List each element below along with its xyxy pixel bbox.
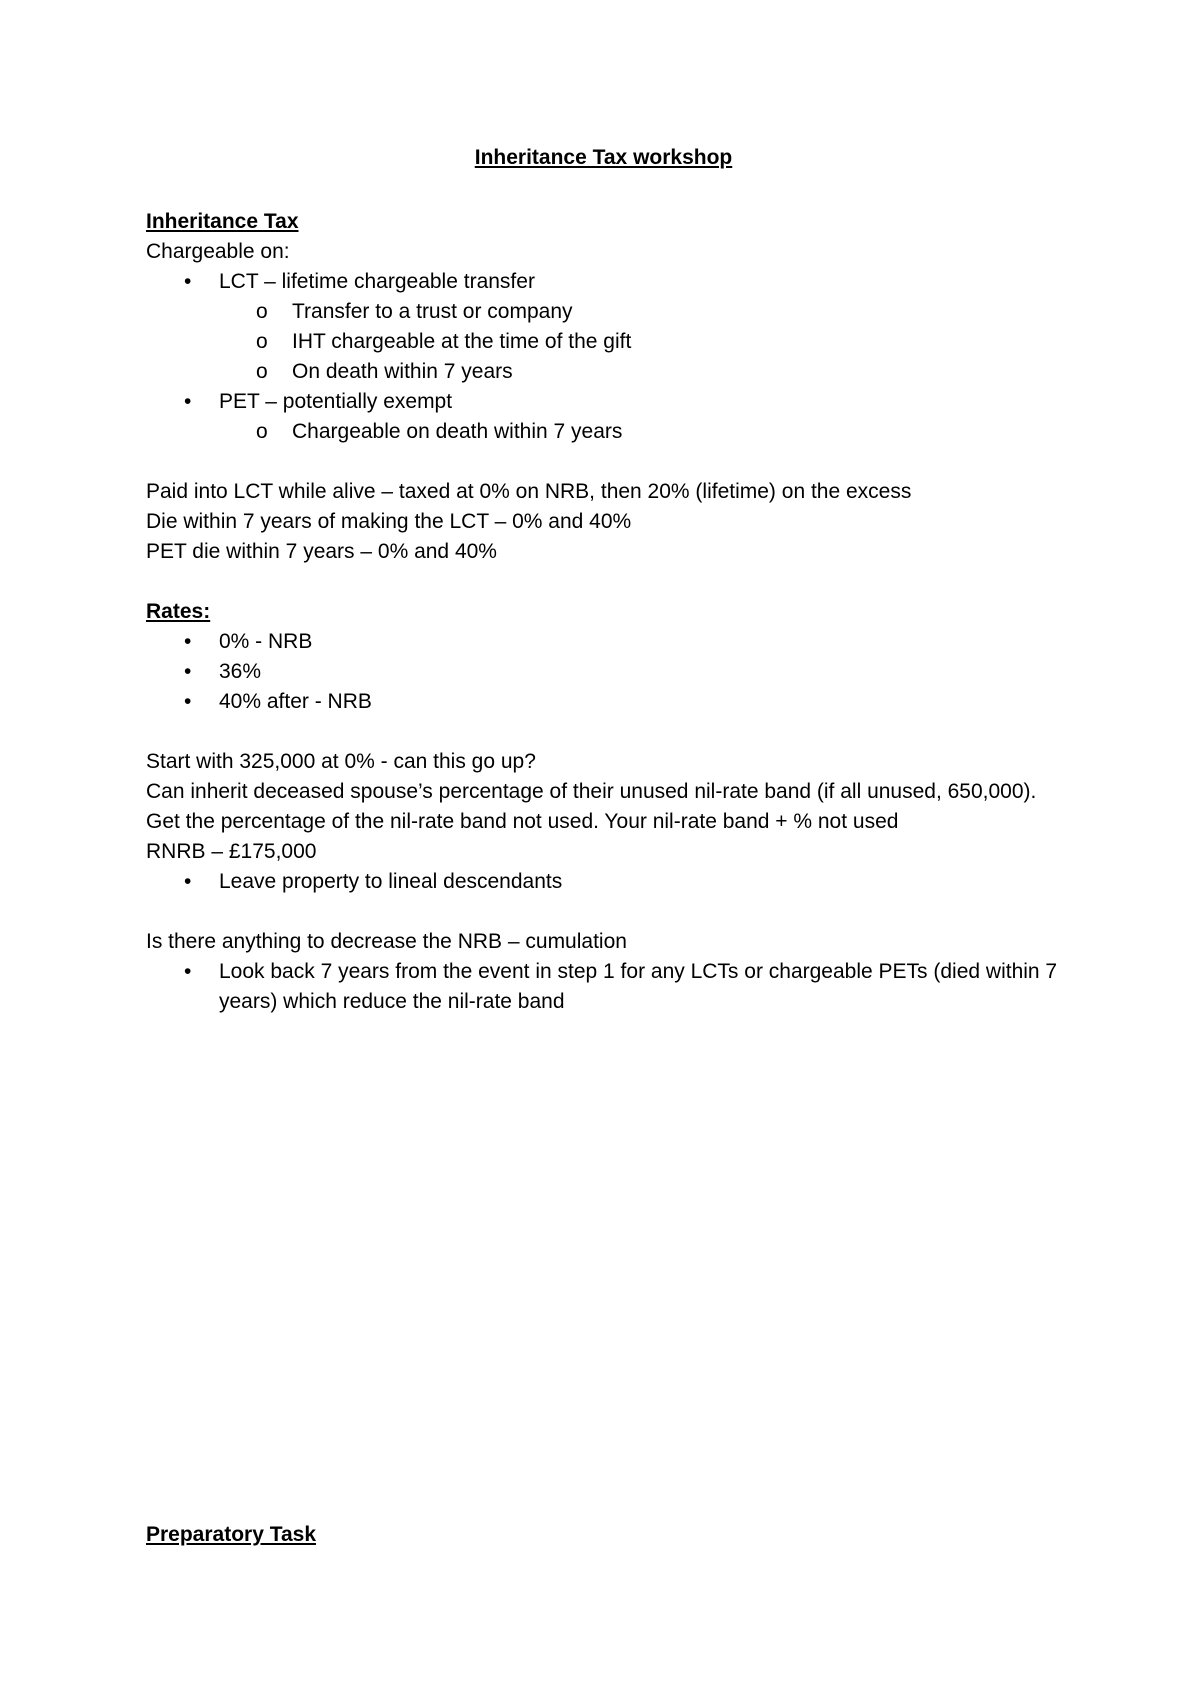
document-title: Inheritance Tax workshop <box>474 146 733 169</box>
sub-list-item <box>146 327 1061 357</box>
list-item-label: PET – potentially exempt <box>219 390 453 413</box>
sub-list-item-label: Transfer to a trust or company <box>292 300 573 323</box>
bullet-icon: • <box>184 390 192 413</box>
rates-list <box>146 627 1061 717</box>
list-item <box>146 387 1061 417</box>
list-item-label: 40% after - NRB <box>219 690 372 713</box>
list-item-label: 36% <box>219 660 262 683</box>
spacer <box>146 447 1061 477</box>
list-item <box>146 627 1061 657</box>
paragraph-cumulation: Is there anything to decrease the NRB – cumulation <box>146 930 627 953</box>
sub-list-item-label: Chargeable on death within 7 years <box>292 420 623 443</box>
paragraph-pet-death: PET die within 7 years – 0% and 40% <box>146 540 497 563</box>
document-body <box>146 207 1061 1017</box>
circle-bullet-icon: o <box>256 300 268 323</box>
spacer <box>146 567 1061 597</box>
sub-list-item <box>146 417 1061 447</box>
list-item <box>146 957 1061 1017</box>
sub-list-item <box>146 357 1061 387</box>
bullet-icon: • <box>184 270 192 293</box>
chargeable-list <box>146 267 1061 447</box>
list-item-label: 0% - NRB <box>219 630 313 653</box>
list-item <box>146 867 1061 897</box>
spacer <box>146 897 1061 927</box>
section-heading-inheritance-tax: Inheritance Tax <box>146 210 299 233</box>
circle-bullet-icon: o <box>256 360 268 383</box>
spacer <box>146 717 1061 747</box>
circle-bullet-icon: o <box>256 420 268 443</box>
cumulation-list <box>146 957 1061 1017</box>
list-item <box>146 657 1061 687</box>
paragraph-nrb-start: Start with 325,000 at 0% - can this go up? <box>146 750 536 773</box>
chargeable-on-text: Chargeable on: <box>146 240 290 263</box>
paragraph-lct-death: Die within 7 years of making the LCT – 0% and 40% <box>146 510 632 533</box>
bullet-icon: • <box>184 870 192 893</box>
paragraph-rnrb: RNRB – £175,000 <box>146 840 317 863</box>
paragraph-spouse-nrb: Can inherit deceased spouse’s percentage of their unused nil-rate band (if all unused, 650,000). Get the percentage of the nil-rate band not used. Your nil-rate band + % not used <box>146 780 1037 833</box>
list-item <box>146 267 1061 297</box>
list-item <box>146 687 1061 717</box>
bullet-icon: • <box>184 660 192 683</box>
bullet-icon: • <box>184 960 192 983</box>
document-page <box>146 0 1086 1696</box>
list-item-label: LCT – lifetime chargeable transfer <box>219 270 535 293</box>
circle-bullet-icon: o <box>256 330 268 353</box>
sub-list-item <box>146 297 1061 327</box>
sub-list-item-label: IHT chargeable at the time of the gift <box>292 330 632 353</box>
section-heading-rates: Rates: <box>146 600 211 623</box>
bullet-icon: • <box>184 630 192 653</box>
list-item-label: Look back 7 years from the event in step 1 for any LCTs or chargeable PETs (died within 7 years) which reduce the nil-rate band <box>219 960 1058 1013</box>
section-heading-preparatory-task: Preparatory Task <box>146 1523 317 1546</box>
rnrb-list <box>146 867 1061 897</box>
paragraph-lct-alive: Paid into LCT while alive – taxed at 0% on NRB, then 20% (lifetime) on the excess <box>146 480 912 503</box>
list-item-label: Leave property to lineal descendants <box>219 870 563 893</box>
sub-list-item-label: On death within 7 years <box>292 360 513 383</box>
bullet-icon: • <box>184 690 192 713</box>
